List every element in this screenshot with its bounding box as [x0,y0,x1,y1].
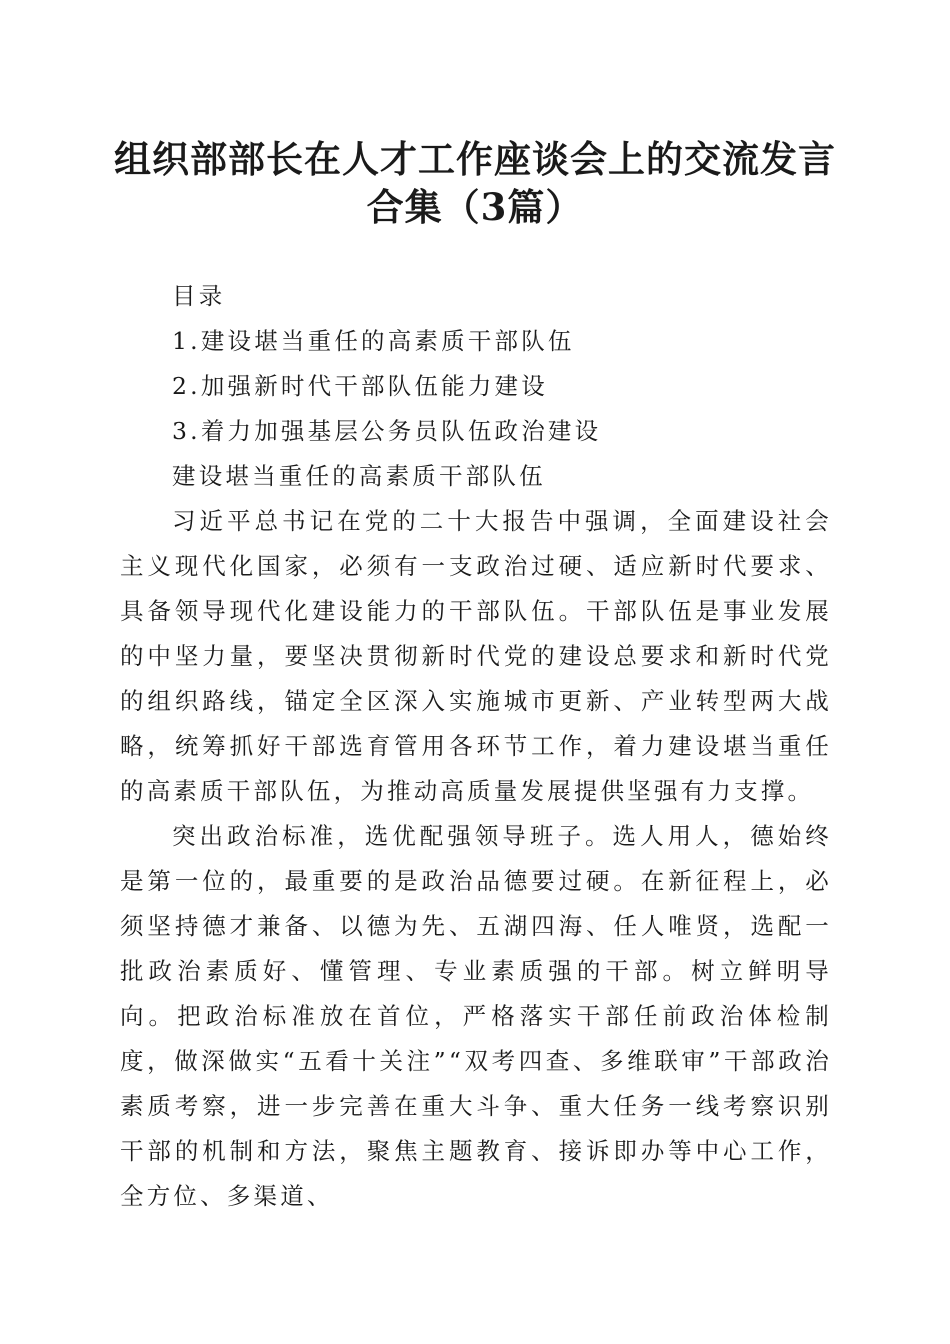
section-title: 建设堪当重任的高素质干部队伍 [172,462,546,490]
body-paragraph-1: 习近平总书记在党的二十大报告中强调，全面建设社会主义现代化国家，必须有一支政治过硬、适应新时代要求、具备领导现代化建设能力的干部队伍。干部队伍是事业发展的中坚力量，要坚决贯彻新时代党的建设总要求和新时代党的组织路线，锚定全区深入实施城市更新、产业转型两大战略，统筹抓好干部选育管用各环节工作，着力建设堪当重任的高素质干部队伍，为推动高质量发展提供坚强有力支撑。 [120,507,832,805]
body-paragraph-2: 突出政治标准，选优配强领导班子。选人用人，德始终是第一位的，最重要的是政治品德要过硬。在新征程上，必须坚持德才兼备、以德为先、五湖四海、任人唯贤，选配一批政治素质好、懂管理、专业素质强的干部。树立鲜明导向。把政治标准放在首位，严格落实干部任前政治体检制度，做深做实“五看十关注”“双考四查、多维联审”干部政治素质考察，进一步完善在重大斗争、重大任务一线考察识别干部的机制和方法，聚焦主题教育、接诉即办等中心工作，全方位、多渠道、 [120,822,832,1210]
toc-heading: 目录 [172,282,226,310]
toc-item-3: 3.着力加强基层公务员队伍政治建设 [172,417,602,445]
toc-item-1: 1.建设堪当重任的高素质干部队伍 [172,327,575,355]
toc-item-2: 2.加强新时代干部队伍能力建设 [172,372,548,400]
document-body [120,274,832,1219]
document-title: 组织部部长在人才工作座谈会上的交流发言合集（3篇） [114,137,836,229]
